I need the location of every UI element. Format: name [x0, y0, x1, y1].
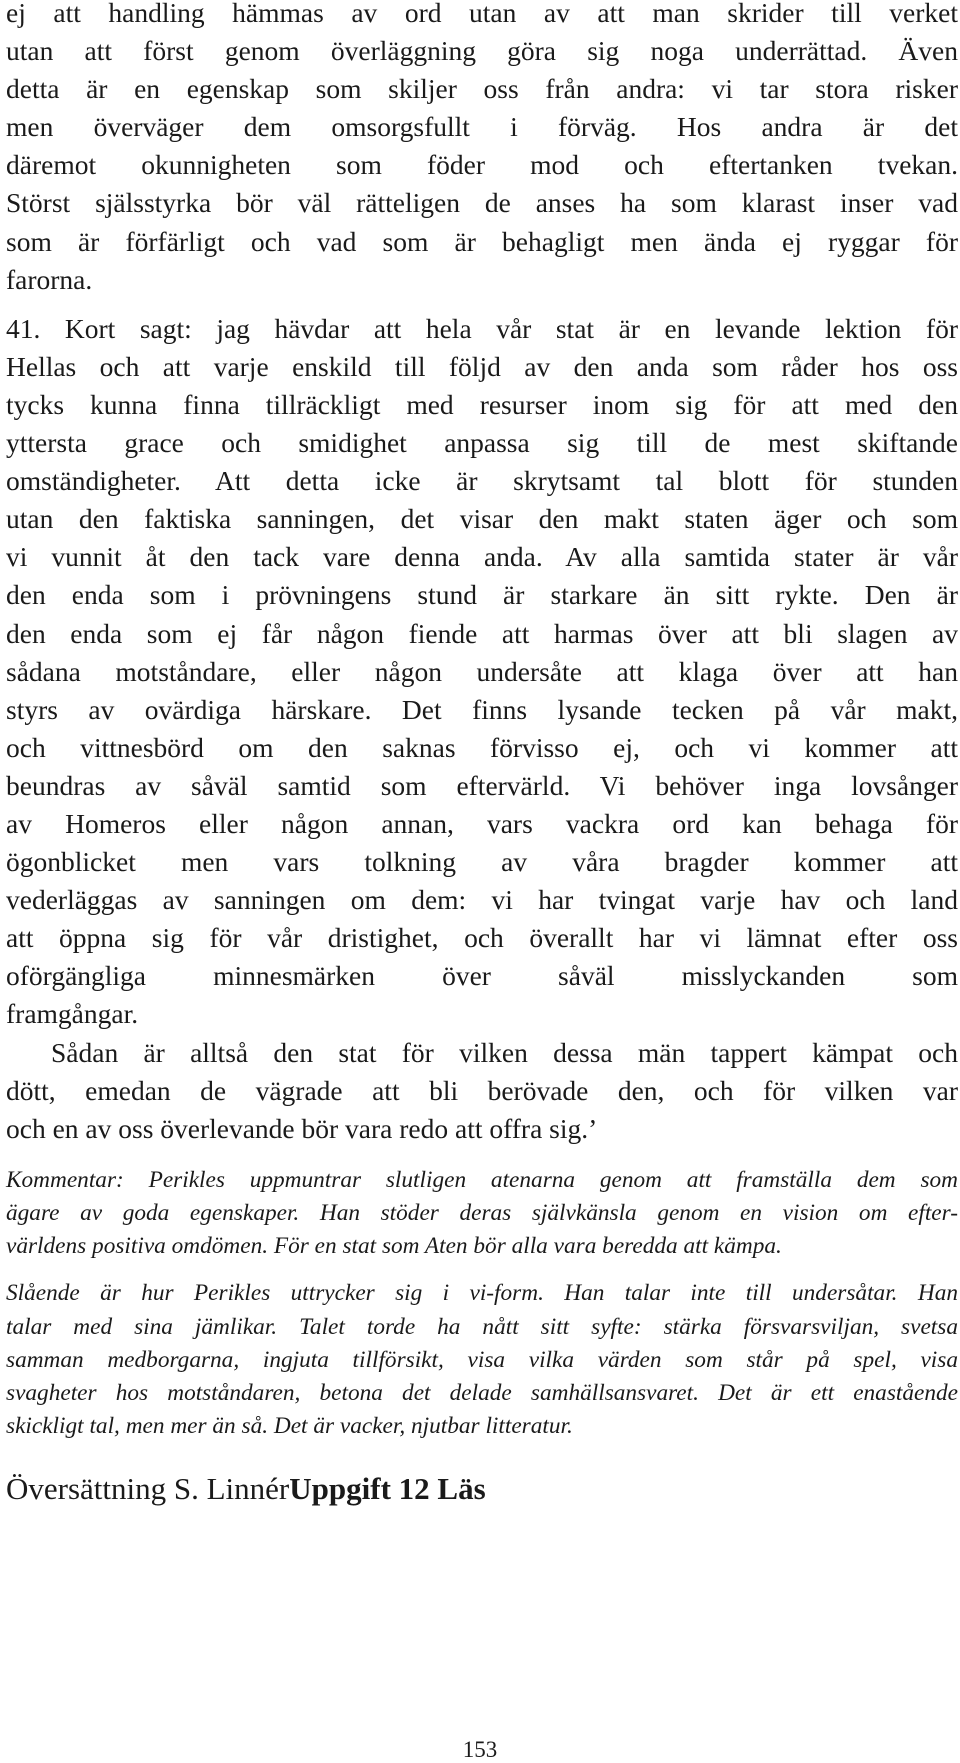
comment-line: världens positiva omdömen. För en stat som Aten bör alla vara beredda att kämpa. [6, 1233, 782, 1260]
text-line: 41. Kort sagt: jag hävdar att hela vår stat är en levande lektion för [6, 312, 958, 344]
commentary-block [6, 1164, 958, 1264]
text-line: detta är en egenskap som skiljer oss från andra: vi tar stora risker [6, 73, 958, 105]
text-line: framgångar. [6, 998, 139, 1030]
text-line: som är förfärligt och vad som är behagligt men ända ej ryggar för [6, 225, 958, 257]
text-line: utan att först genom överläggning göra sig noga underrättad. Även [6, 35, 958, 67]
text-line: och en av oss överlevande bör vara redo att offra sig.’ [6, 1112, 598, 1144]
text-line: Sådan är alltså den stat för vilken dessa män tappert kämpat och [51, 1036, 958, 1068]
comment-line: talar med sina jämlikar. Talet torde ha nått sitt syfte: stärka försvarsviljan, svetsa [6, 1313, 958, 1340]
task-heading: Uppgift 12 Läs [289, 1471, 486, 1507]
text-line: att öppna sig för vår dristighet, och överallt har vi lämnat efter oss [6, 922, 958, 954]
text-line: oförgängliga minnesmärken över såväl misslyckanden som [6, 960, 958, 992]
comment-line: ägare av goda egenskaper. Han stöder deras självkänsla genom en vision om efter- [6, 1200, 958, 1227]
paragraph-1 [6, 0, 958, 299]
translation-credit: Översättning S. Linnér [6, 1471, 290, 1507]
text-line: dött, emedan de vägrade att bli berövade den, och för vilken var [6, 1074, 958, 1106]
text-line: sådana motståndare, eller någon undersåte att klaga över att han [6, 655, 958, 687]
text-line: vederläggas av sanningen om dem: vi har tvingat varje hav och land [6, 884, 958, 916]
text-line: och vittnesbörd om den saknas förvisso ej, och vi kommer att [6, 731, 958, 763]
comment-line: samman medborgarna, ingjuta tillförsikt, visa vilka värden som står på spel, visa [6, 1346, 958, 1373]
footer-line [6, 1469, 958, 1509]
text-line: däremot okunnigheten som föder mod och eftertanken tvekan. [6, 149, 958, 181]
text-line: ögonblicket men vars tolkning av våra bragder kommer att [6, 846, 958, 878]
paragraph-3 [6, 1034, 958, 1148]
text-line: omständigheter. Att detta icke är skrytsamt tal blott för stunden [6, 465, 958, 497]
commentary-block-2 [6, 1277, 958, 1443]
comment-line: Kommentar: Perikles uppmuntrar slutligen atenarna genom att framställa dem som [6, 1166, 958, 1193]
text-line: styrs av ovärdiga härskare. Det finns lysande tecken på vår makt, [6, 693, 958, 725]
text-line: yttersta grace och smidighet anpassa sig till de mest skiftande [6, 427, 958, 459]
text-line: ej att handling hämmas av ord utan av att man skrider till verket [6, 0, 958, 28]
comment-line: svagheter hos motståndaren, betona det delade samhällsansvaret. Det är ett enastående [6, 1380, 958, 1407]
text-line: Störst själsstyrka bör väl rätteligen de anses ha som klarast inser vad [6, 187, 958, 219]
text-line: av Homeros eller någon annan, vars vackra ord kan behaga för [6, 807, 958, 839]
paragraph-2 [6, 310, 958, 1034]
text-line: farorna. [6, 263, 93, 295]
page-number: 153 [462, 1737, 498, 1762]
text-line: Hellas och att varje enskild till följd av den anda som råder hos oss [6, 350, 958, 382]
comment-line: Slående är hur Perikles uttrycker sig i vi-form. Han talar inte till undersåtar. Han [6, 1280, 958, 1307]
text-line: utan den faktiska sanningen, det visar den makt staten äger och som [6, 503, 958, 535]
text-line: men överväger dem omsorgsfullt i förväg. Hos andra är det [6, 111, 958, 143]
text-line: den enda som i prövningens stund är starkare än sitt rykte. Den är [6, 579, 958, 611]
document-page [6, 0, 958, 1509]
comment-line: skickligt tal, men mer än så. Det är vacker, njutbar litteratur. [6, 1413, 573, 1440]
text-line: tycks kunna finna tillräckligt med resurser inom sig för att med den [6, 388, 958, 420]
text-line: vi vunnit åt den tack vare denna anda. Av alla samtida stater är vår [6, 541, 958, 573]
text-line: den enda som ej får någon fiende att harmas över att bli slagen av [6, 617, 958, 649]
text-line: beundras av såväl samtid som eftervärld. Vi behöver inga lovsånger [6, 769, 958, 801]
